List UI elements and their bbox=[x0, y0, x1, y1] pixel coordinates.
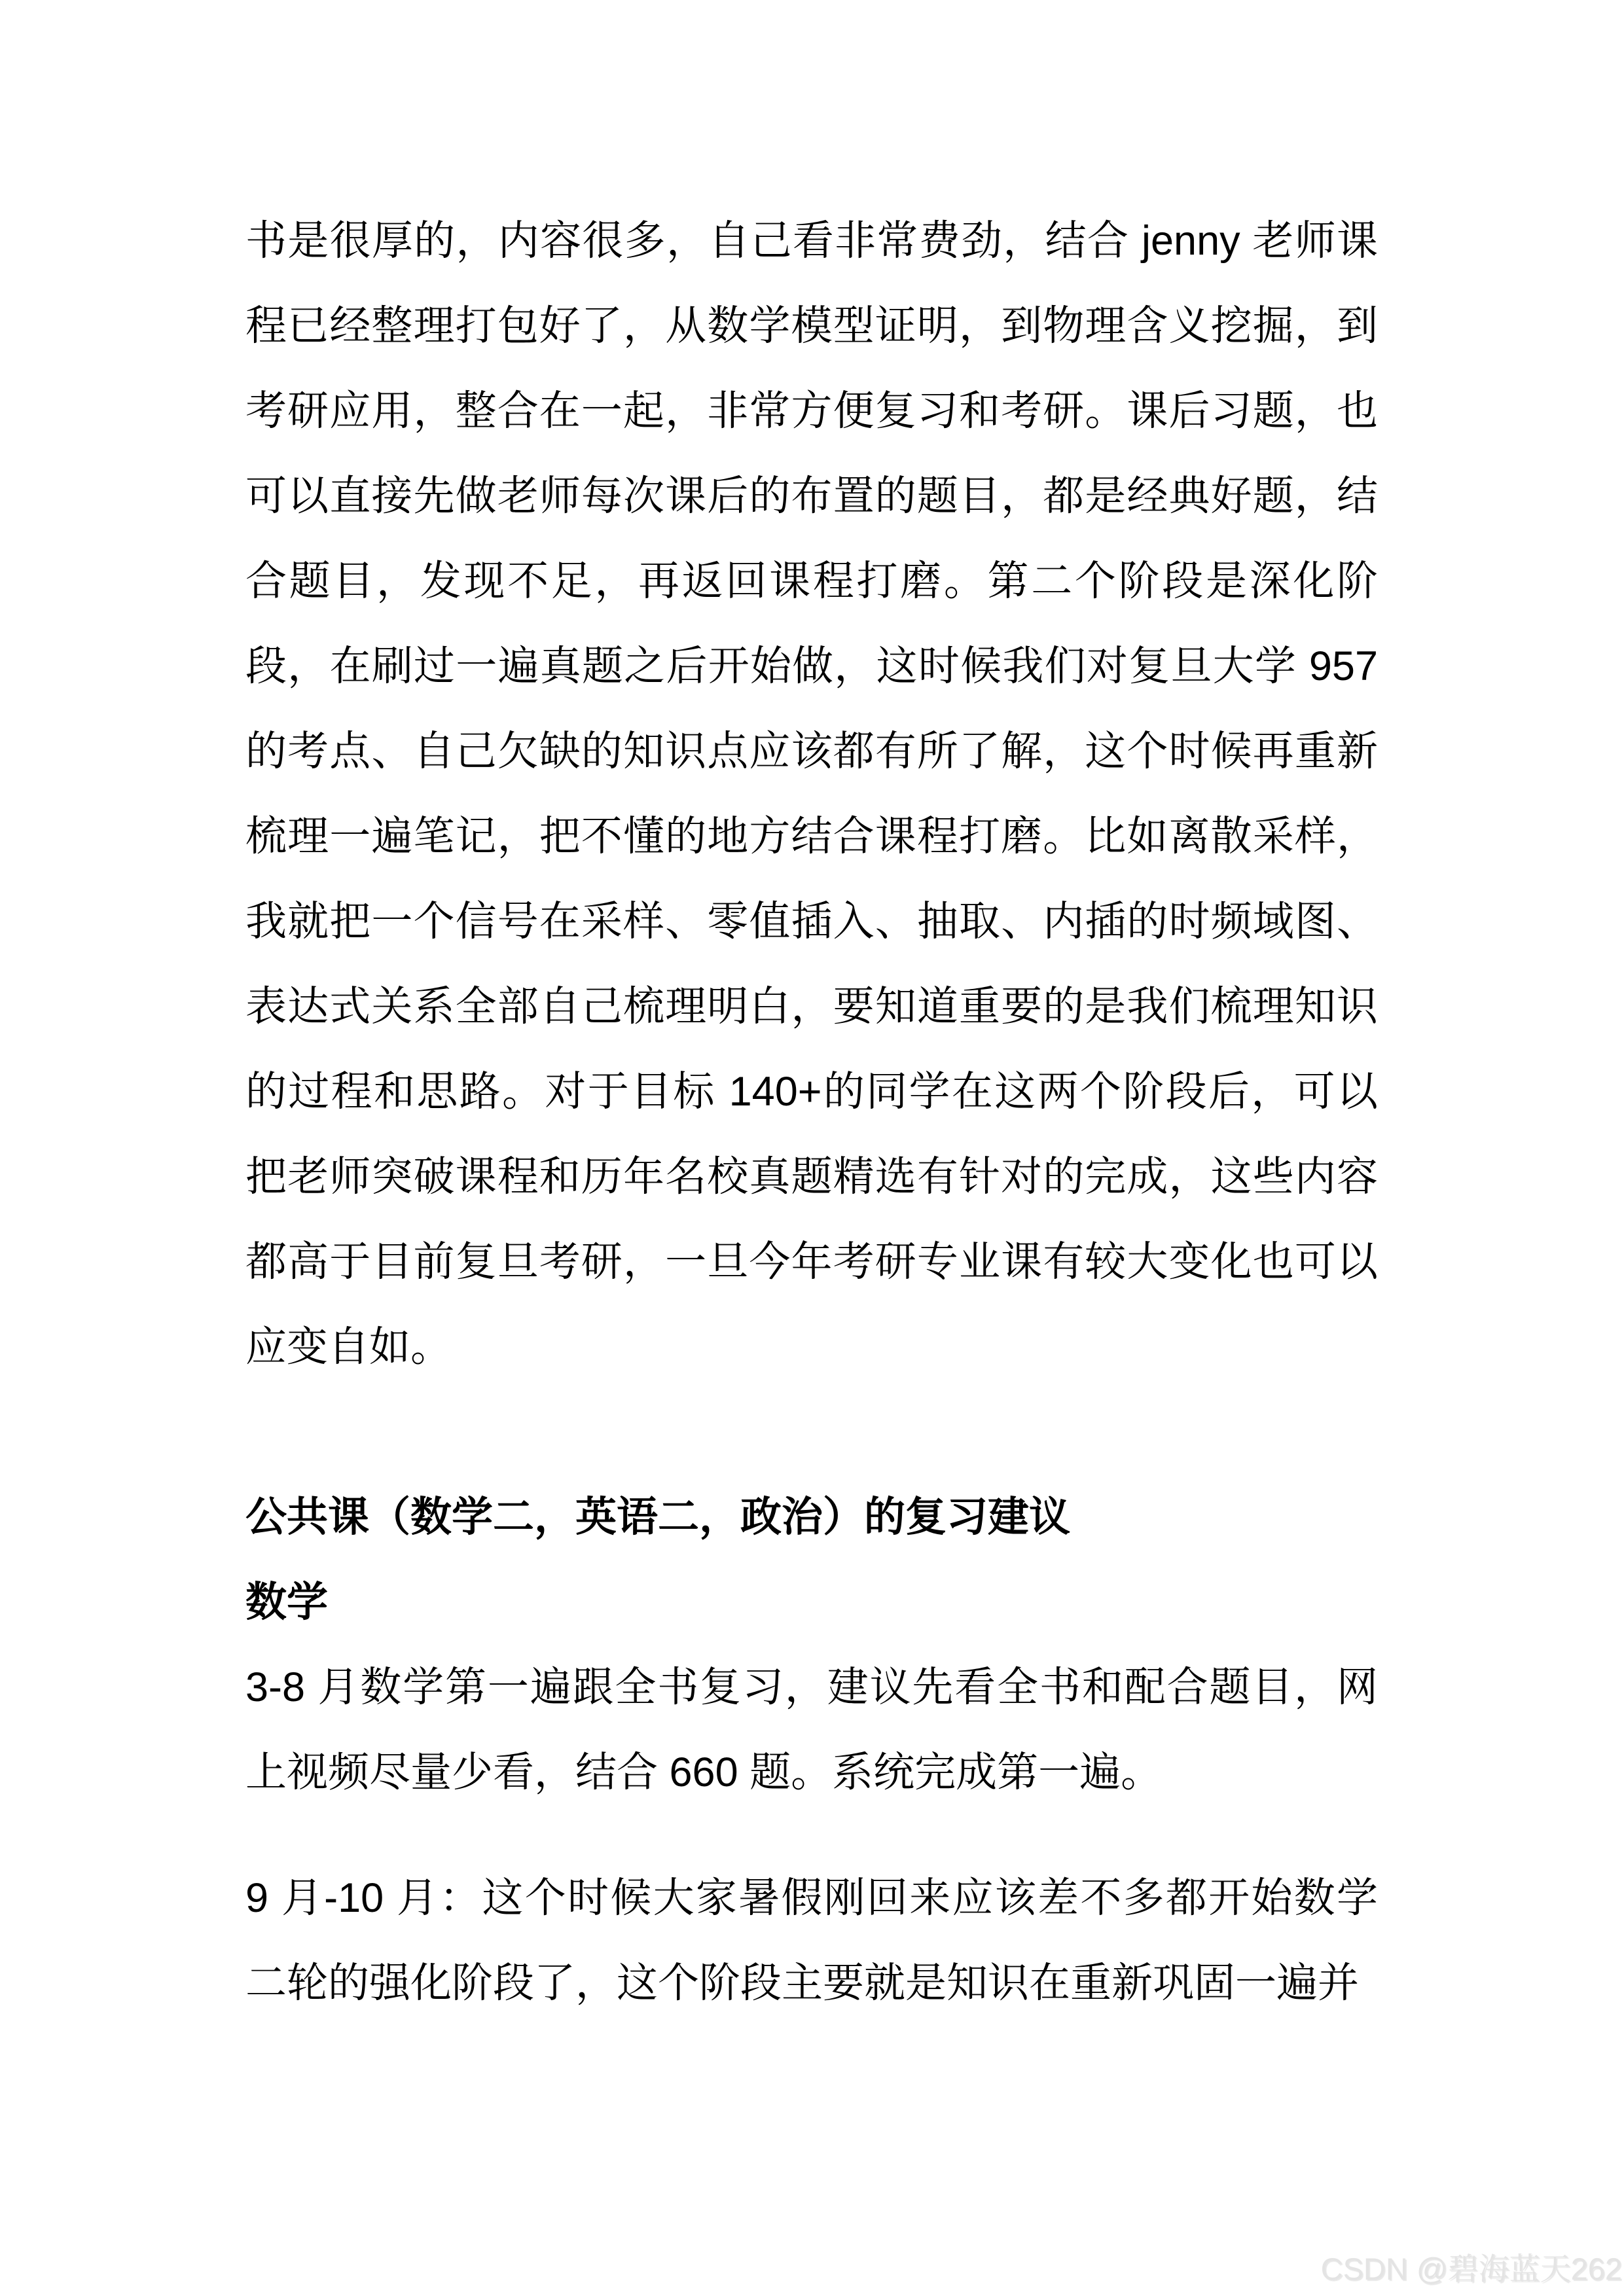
text-line: 表达式关系全部自己梳理明白，要知道重要的是我们梳理知识 bbox=[245, 984, 1378, 1030]
text-line: 程已经整理打包好了，从数学模型证明，到物理含义挖掘，到 bbox=[245, 303, 1378, 349]
text-line: 数学 bbox=[245, 1579, 328, 1625]
paragraph-professional-course bbox=[245, 198, 1378, 1390]
text-line: 9 月-10 月：这个时候大家暑假刚回来应该差不多都开始数学 bbox=[245, 1875, 1378, 1921]
text-line: 二轮的强化阶段了，这个阶段主要就是知识在重新巩固一遍并 bbox=[245, 1960, 1359, 2006]
section-heading-public-courses bbox=[245, 1475, 1378, 1560]
document-content bbox=[245, 198, 1378, 2026]
paragraph-math-stage2 bbox=[245, 1856, 1378, 2026]
text-line: 都高于目前复旦考研，一旦今年考研专业课有较大变化也可以 bbox=[245, 1239, 1378, 1285]
sub-heading-math bbox=[245, 1560, 1378, 1645]
paragraph-math-stage1 bbox=[245, 1645, 1378, 1815]
text-line: 梳理一遍笔记，把不懂的地方结合课程打磨。比如离散采样， bbox=[245, 814, 1378, 859]
text-line: 上视频尽量少看，结合 660 题。系统完成第一遍。 bbox=[245, 1749, 1163, 1795]
text-line: 的过程和思路。对于目标 140+的同学在这两个阶段后，可以 bbox=[245, 1069, 1378, 1115]
text-line: 书是很厚的，内容很多，自己看非常费劲，结合 jenny 老师课 bbox=[245, 218, 1378, 264]
text-line: 可以直接先做老师每次课后的布置的题目，都是经典好题，结 bbox=[245, 473, 1378, 519]
text-line: 把老师突破课程和历年名校真题精选有针对的完成，这些内容 bbox=[245, 1154, 1378, 1200]
text-line: 我就把一个信号在采样、零值插入、抽取、内插的时频域图、 bbox=[245, 899, 1378, 944]
csdn-watermark: CSDN @碧海蓝天262 bbox=[1320, 2251, 1622, 2286]
text-line: 3-8 月数学第一遍跟全书复习，建议先看全书和配合题目，网 bbox=[245, 1664, 1378, 1710]
text-line: 的考点、自己欠缺的知识点应该都有所了解，这个时候再重新 bbox=[245, 728, 1378, 774]
text-line: 应变自如。 bbox=[245, 1324, 452, 1370]
text-line: 段，在刷过一遍真题之后开始做，这时候我们对复旦大学 957 bbox=[245, 643, 1378, 689]
text-line: 公共课（数学二，英语二，政治）的复习建议 bbox=[245, 1494, 1070, 1540]
text-line: 考研应用，整合在一起，非常方便复习和考研。课后习题，也 bbox=[245, 388, 1378, 434]
text-line: 合题目，发现不足，再返回课程打磨。第二个阶段是深化阶 bbox=[245, 558, 1378, 604]
